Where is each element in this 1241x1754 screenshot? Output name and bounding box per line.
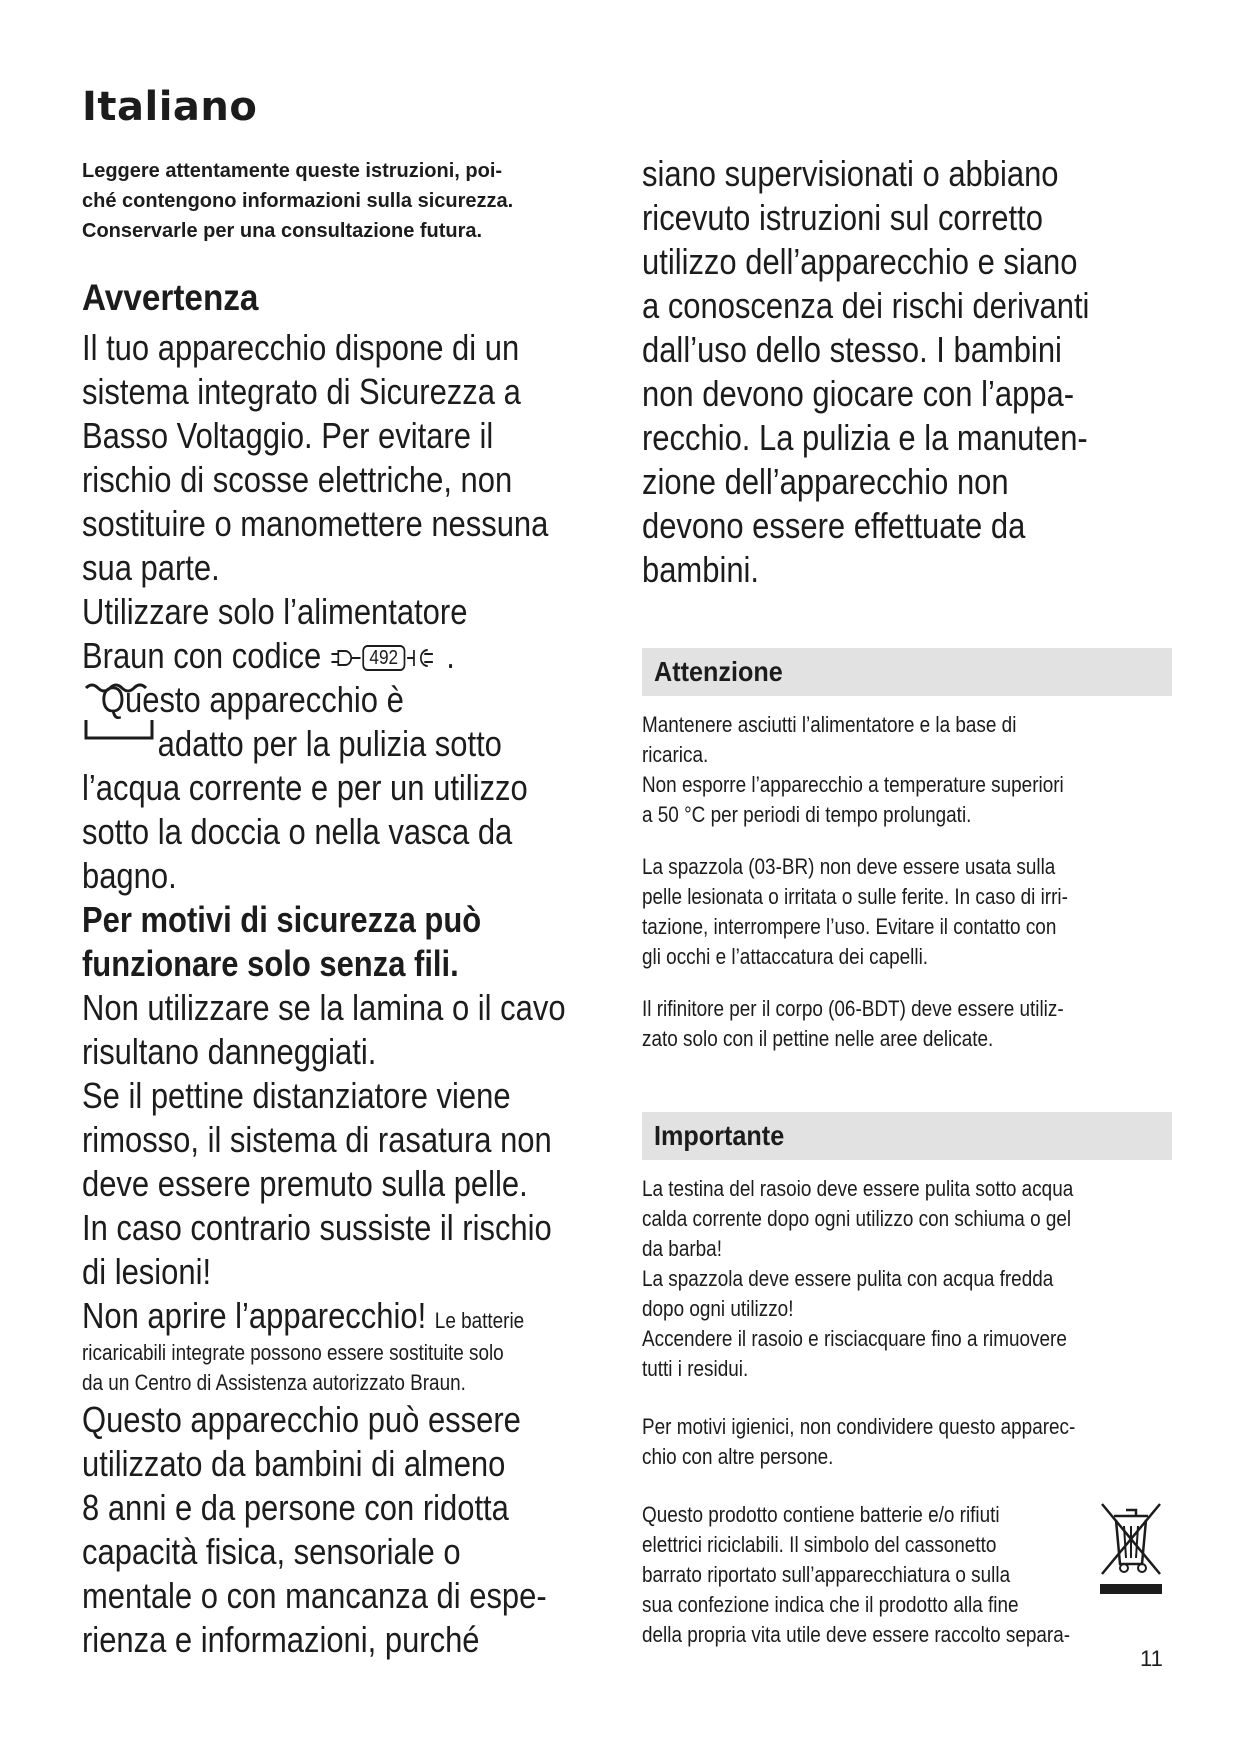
text-line: La spazzola (03-BR) non deve essere usata sulla bbox=[642, 854, 1056, 879]
text-line: devono essere effettuate da bbox=[642, 505, 1026, 546]
warning-para-5 bbox=[82, 1294, 612, 1398]
continued-para bbox=[642, 152, 1172, 592]
text-line: Per motivi di sicurezza può bbox=[82, 899, 482, 940]
text-line: dall’uso dello stesso. I bambini bbox=[642, 329, 1062, 370]
text-line: dopo ogni utilizzo! bbox=[642, 1296, 794, 1321]
text-line: della propria vita utile deve essere raccolto separa- bbox=[642, 1622, 1071, 1647]
text-line: Utilizzare solo l’alimentatore bbox=[82, 591, 468, 632]
text-line: l’acqua corrente e per un utilizzo bbox=[82, 767, 528, 808]
text-line: Per motivi igienici, non condividere questo apparec- bbox=[642, 1414, 1076, 1439]
warning-para-1 bbox=[82, 326, 612, 590]
text-line: adatto per la pulizia sotto bbox=[157, 723, 502, 764]
power-supply-code-symbol bbox=[330, 645, 438, 671]
text-fragment: . bbox=[446, 635, 455, 676]
text-line: bagno. bbox=[82, 855, 177, 896]
text-line: Questo prodotto contiene batterie e/o rifiuti bbox=[642, 1502, 1000, 1527]
text-line: Non esporre l’apparecchio a temperature superiori bbox=[642, 772, 1064, 797]
text-fragment: Non aprire l’apparecchio! bbox=[82, 1295, 427, 1336]
text-line: a conoscenza dei rischi derivanti bbox=[642, 285, 1090, 326]
text-line: non devono giocare con l’appa- bbox=[642, 373, 1075, 414]
text-line: utilizzo dell’apparecchio e siano bbox=[642, 241, 1078, 282]
power-supply-code: 492 bbox=[363, 645, 405, 671]
warning-heading: Avvertenza bbox=[82, 277, 259, 318]
text-line: funzionare solo senza fili. bbox=[82, 943, 459, 984]
connector-icon bbox=[407, 646, 438, 670]
text-line bbox=[82, 1294, 615, 1338]
text-line: mentale o con mancanza di espe- bbox=[82, 1575, 547, 1616]
text-line: chio con altre persone. bbox=[642, 1444, 834, 1469]
text-line: 8 anni e da persone con ridotta bbox=[82, 1487, 509, 1528]
text-line: deve essere premuto sulla pelle. bbox=[82, 1163, 528, 1204]
text-line: ricaricabili integrate possono essere sostituite solo bbox=[82, 1340, 504, 1365]
text-line: ricarica. bbox=[642, 742, 709, 767]
important-heading bbox=[642, 1112, 1172, 1160]
intro-line: Conservarle per una consultazione futura. bbox=[82, 220, 483, 242]
text-line: Basso Voltaggio. Per evitare il bbox=[82, 415, 494, 456]
text-line: tutti i residui. bbox=[642, 1356, 749, 1381]
text-line: pelle lesionata o irritata o sulle ferite. In caso di irri- bbox=[642, 884, 1068, 909]
crossed-bin-icon bbox=[1096, 1498, 1166, 1598]
text-line: Questo apparecchio può essere bbox=[82, 1399, 521, 1440]
left-column bbox=[82, 156, 612, 1662]
text-line: sotto la doccia o nella vasca da bbox=[82, 811, 513, 852]
text-line: La spazzola deve essere pulita con acqua fredda bbox=[642, 1266, 1054, 1291]
text-line: barrato riportato sull’apparecchiatura o sulla bbox=[642, 1562, 1011, 1587]
text-line: siano supervisionati o abbiano bbox=[642, 153, 1059, 194]
text-line: da barba! bbox=[642, 1236, 722, 1261]
text-line: recchio. La pulizia e la manuten- bbox=[642, 417, 1088, 458]
attention-section bbox=[642, 648, 1172, 1054]
text-line: da un Centro di Assistenza autorizzato Braun. bbox=[82, 1370, 466, 1395]
intro-text bbox=[82, 156, 612, 246]
weee-block bbox=[642, 1500, 1172, 1650]
text-line: utilizzato da bambini di almeno bbox=[82, 1443, 506, 1484]
important-para-2 bbox=[642, 1412, 1167, 1472]
text-line: sua confezione indica che il prodotto alla fine bbox=[642, 1592, 1019, 1617]
heading-text: Importante bbox=[654, 1120, 785, 1151]
text-line: a 50 °C per periodi di tempo prolungati. bbox=[642, 802, 972, 827]
text-line-with-code bbox=[82, 634, 615, 678]
text-line: zato solo con il pettine nelle aree delicate. bbox=[642, 1026, 994, 1051]
text-line: Il rifinitore per il corpo (06-BDT) deve essere utiliz- bbox=[642, 996, 1064, 1021]
warning-bold-para bbox=[82, 898, 612, 986]
text-line: tazione, interrompere l’uso. Evitare il contatto con bbox=[642, 914, 1057, 939]
text-line: sostituire o manomettere nessuna bbox=[82, 503, 549, 544]
text-line: risultano danneggiati. bbox=[82, 1031, 377, 1072]
right-column bbox=[642, 152, 1172, 1650]
text-line: capacità fisica, sensoriale o bbox=[82, 1531, 461, 1572]
text-line: Questo apparecchio è bbox=[100, 679, 404, 720]
page-number: 11 bbox=[1140, 1646, 1163, 1671]
text-line: sistema integrato di Sicurezza a bbox=[82, 371, 521, 412]
heading-text: Attenzione bbox=[654, 656, 783, 687]
text-fragment: Le batterie bbox=[434, 1308, 525, 1333]
text-line: elettrici riciclabili. Il simbolo del cassonetto bbox=[642, 1532, 997, 1557]
text-line: bambini. bbox=[642, 549, 760, 590]
text-line: Non utilizzare se la lamina o il cavo bbox=[82, 987, 566, 1028]
text-line: sua parte. bbox=[82, 547, 220, 588]
intro-line: ché contengono informazioni sulla sicurezza. bbox=[82, 190, 514, 212]
warning-para-2 bbox=[82, 590, 612, 678]
text-line: rienza e informazioni, purché bbox=[82, 1619, 480, 1660]
plug-icon bbox=[330, 646, 361, 670]
text-line: rischio di scosse elettriche, non bbox=[82, 459, 513, 500]
important-section bbox=[642, 1112, 1172, 1650]
text-line: rimosso, il sistema di rasatura non bbox=[82, 1119, 552, 1160]
attention-para-2 bbox=[642, 852, 1167, 972]
warning-para-6 bbox=[82, 1398, 612, 1662]
text-line: Accendere il rasoio e risciacquare fino a rimuovere bbox=[642, 1326, 1067, 1351]
important-para-1 bbox=[642, 1174, 1167, 1384]
text-line: La testina del rasoio deve essere pulita sotto acqua bbox=[642, 1176, 1074, 1201]
text-line: Il tuo apparecchio dispone di un bbox=[82, 327, 520, 368]
text-line: ricevuto istruzioni sul corretto bbox=[642, 197, 1043, 238]
text-line: In caso contrario sussiste il rischio bbox=[82, 1207, 552, 1248]
attention-para-1 bbox=[642, 710, 1167, 830]
warning-para-4 bbox=[82, 986, 612, 1294]
warning-para-3 bbox=[82, 678, 612, 898]
attention-para-3 bbox=[642, 994, 1167, 1054]
important-para-3 bbox=[642, 1500, 1167, 1650]
text-line: Mantenere asciutti l’alimentatore e la base di bbox=[642, 712, 1017, 737]
text-line: zione dell’apparecchio non bbox=[642, 461, 1009, 502]
text-line: gli occhi e l’attaccatura dei capelli. bbox=[642, 944, 929, 969]
text-line: di lesioni! bbox=[82, 1251, 212, 1292]
attention-heading bbox=[642, 648, 1172, 696]
text-fragment: Braun con codice bbox=[82, 635, 322, 676]
page-title: Italiano bbox=[82, 84, 258, 130]
text-line: calda corrente dopo ogni utilizzo con schiuma o gel bbox=[642, 1206, 1072, 1231]
intro-line: Leggere attentamente queste istruzioni, poi- bbox=[82, 160, 503, 182]
text-line: Se il pettine distanziatore viene bbox=[82, 1075, 511, 1116]
